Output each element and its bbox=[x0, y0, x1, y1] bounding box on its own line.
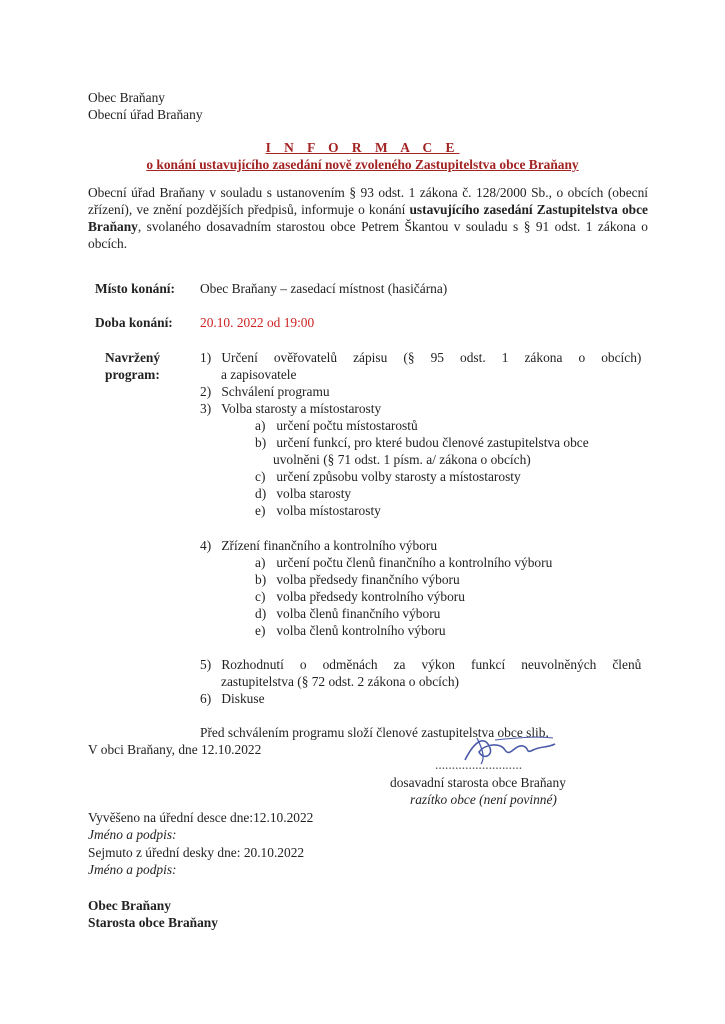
item-text: Určení ověřovatelů zápisu (§ 95 odst. 1 zákona o obcích) bbox=[221, 350, 642, 365]
item-number: 3) bbox=[200, 401, 212, 416]
time-label: Doba konání: bbox=[95, 315, 173, 330]
program-item bbox=[200, 383, 330, 400]
subitem-text: volba členů kontrolního výboru bbox=[276, 623, 446, 638]
footer-municipality: Obec Braňany bbox=[88, 898, 171, 913]
subitem bbox=[255, 502, 381, 519]
program-item bbox=[200, 349, 641, 366]
subitem-text: volba předsedy finančního výboru bbox=[276, 572, 460, 587]
subitem bbox=[255, 588, 465, 605]
subitem-cont: uvolněni (§ 71 odst. 1 písm. a/ zákona o obcích) bbox=[273, 452, 531, 467]
intro-paragraph bbox=[88, 184, 648, 252]
time-value: 20.10. 2022 od 19:00 bbox=[200, 315, 315, 330]
subitem-text: volba místostarosty bbox=[276, 503, 381, 518]
subitem-text: volba předsedy kontrolního výboru bbox=[276, 589, 465, 604]
subitem-letter: e) bbox=[255, 623, 266, 638]
program-item bbox=[200, 537, 437, 554]
item-text: Diskuse bbox=[221, 691, 265, 706]
subitem-text: volba starosty bbox=[276, 486, 352, 501]
subitem bbox=[255, 605, 440, 622]
intro-text-1: Obecní úřad Braňany v souladu s ustanovením § 93 odst. 1 zákona č. 128/2000 Sb., o obcích (obecní zřízení), ve znění pozdějších předpisů, informuje o konání bbox=[88, 185, 648, 217]
subitem-letter: a) bbox=[255, 418, 266, 433]
item-number: 1) bbox=[200, 350, 212, 365]
item-number: 6) bbox=[200, 691, 212, 706]
subitem-letter: c) bbox=[255, 469, 266, 484]
removed-date: Sejmuto z úřední desky dne: 20.10.2022 bbox=[88, 845, 305, 860]
program-item bbox=[200, 400, 381, 417]
signature-title: dosavadní starosta obce Braňany bbox=[390, 775, 566, 790]
subitem bbox=[255, 622, 446, 639]
item-text: Zřízení finančního a kontrolního výboru bbox=[221, 538, 438, 553]
item-text: Schválení programu bbox=[221, 384, 330, 399]
subitem-text: určení počtu místostarostů bbox=[276, 418, 418, 433]
subitem-text: určení způsobu volby starosty a místostarosty bbox=[276, 469, 521, 484]
subitem-text: volba členů finančního výboru bbox=[276, 606, 441, 621]
subitem-letter: a) bbox=[255, 555, 266, 570]
venue-value: Obec Braňany – zasedací místnost (hasičárna) bbox=[200, 281, 448, 296]
subitem bbox=[255, 468, 521, 485]
subitem bbox=[255, 434, 589, 451]
municipality-name: Obec Braňany bbox=[88, 90, 165, 105]
place-date: V obci Braňany, dne 12.10.2022 bbox=[88, 742, 262, 757]
venue-label: Místo konání: bbox=[95, 281, 175, 296]
subitem-text: určení funkcí, pro které budou členové zastupitelstva obce bbox=[276, 435, 589, 450]
document-subtitle: o konání ustavujícího zasedání nově zvoleného Zastupitelstva obce Braňany bbox=[146, 157, 579, 172]
program-item-cont: a zapisovatele bbox=[221, 367, 297, 382]
subitem-letter: b) bbox=[255, 435, 267, 450]
subitem-letter: b) bbox=[255, 572, 267, 587]
stamp-note: razítko obce (není povinné) bbox=[410, 792, 557, 807]
subitem bbox=[255, 554, 552, 571]
program-label-2: program: bbox=[105, 367, 160, 382]
item-number: 5) bbox=[200, 657, 212, 672]
subitem-letter: e) bbox=[255, 503, 266, 518]
name-signature-1: Jméno a podpis: bbox=[88, 827, 177, 842]
signature-dots: .......................... bbox=[435, 757, 523, 772]
footer-mayor: Starosta obce Braňany bbox=[88, 915, 218, 930]
item-number: 4) bbox=[200, 538, 212, 553]
subitem-letter: d) bbox=[255, 486, 267, 501]
program-item-cont: zastupitelstva (§ 72 odst. 2 zákona o obcích) bbox=[221, 674, 459, 689]
item-text: Rozhodnutí o odměnách za výkon funkcí neuvolněných členů bbox=[221, 657, 642, 672]
subitem-letter: c) bbox=[255, 589, 266, 604]
program-item bbox=[200, 656, 641, 673]
subitem-letter: d) bbox=[255, 606, 267, 621]
document-title: I N F O R M A C E bbox=[265, 140, 460, 155]
intro-text-2: , svolaného dosavadním starostou obce Petrem Škantou v souladu s § 91 odst. 1 zákona o obcích. bbox=[88, 219, 648, 251]
posted-date: Vyvěšeno na úřední desce dne:12.10.2022 bbox=[88, 810, 314, 825]
subitem bbox=[255, 485, 351, 502]
subitem-text: určení počtu členů finančního a kontrolního výboru bbox=[276, 555, 553, 570]
subitem bbox=[255, 571, 460, 588]
item-text: Volba starosty a místostarosty bbox=[221, 401, 382, 416]
name-signature-2: Jméno a podpis: bbox=[88, 862, 177, 877]
subitem bbox=[255, 417, 418, 434]
office-name: Obecní úřad Braňany bbox=[88, 107, 203, 122]
oath-note: Před schválením programu složí členové zastupitelstva obce slib. bbox=[200, 725, 549, 740]
program-label-1: Navržený bbox=[105, 350, 161, 365]
item-number: 2) bbox=[200, 384, 212, 399]
program-item bbox=[200, 690, 265, 707]
intro-text-bold: ustavujícího zasedání Zastupitelstva obce Braňany bbox=[88, 202, 648, 234]
